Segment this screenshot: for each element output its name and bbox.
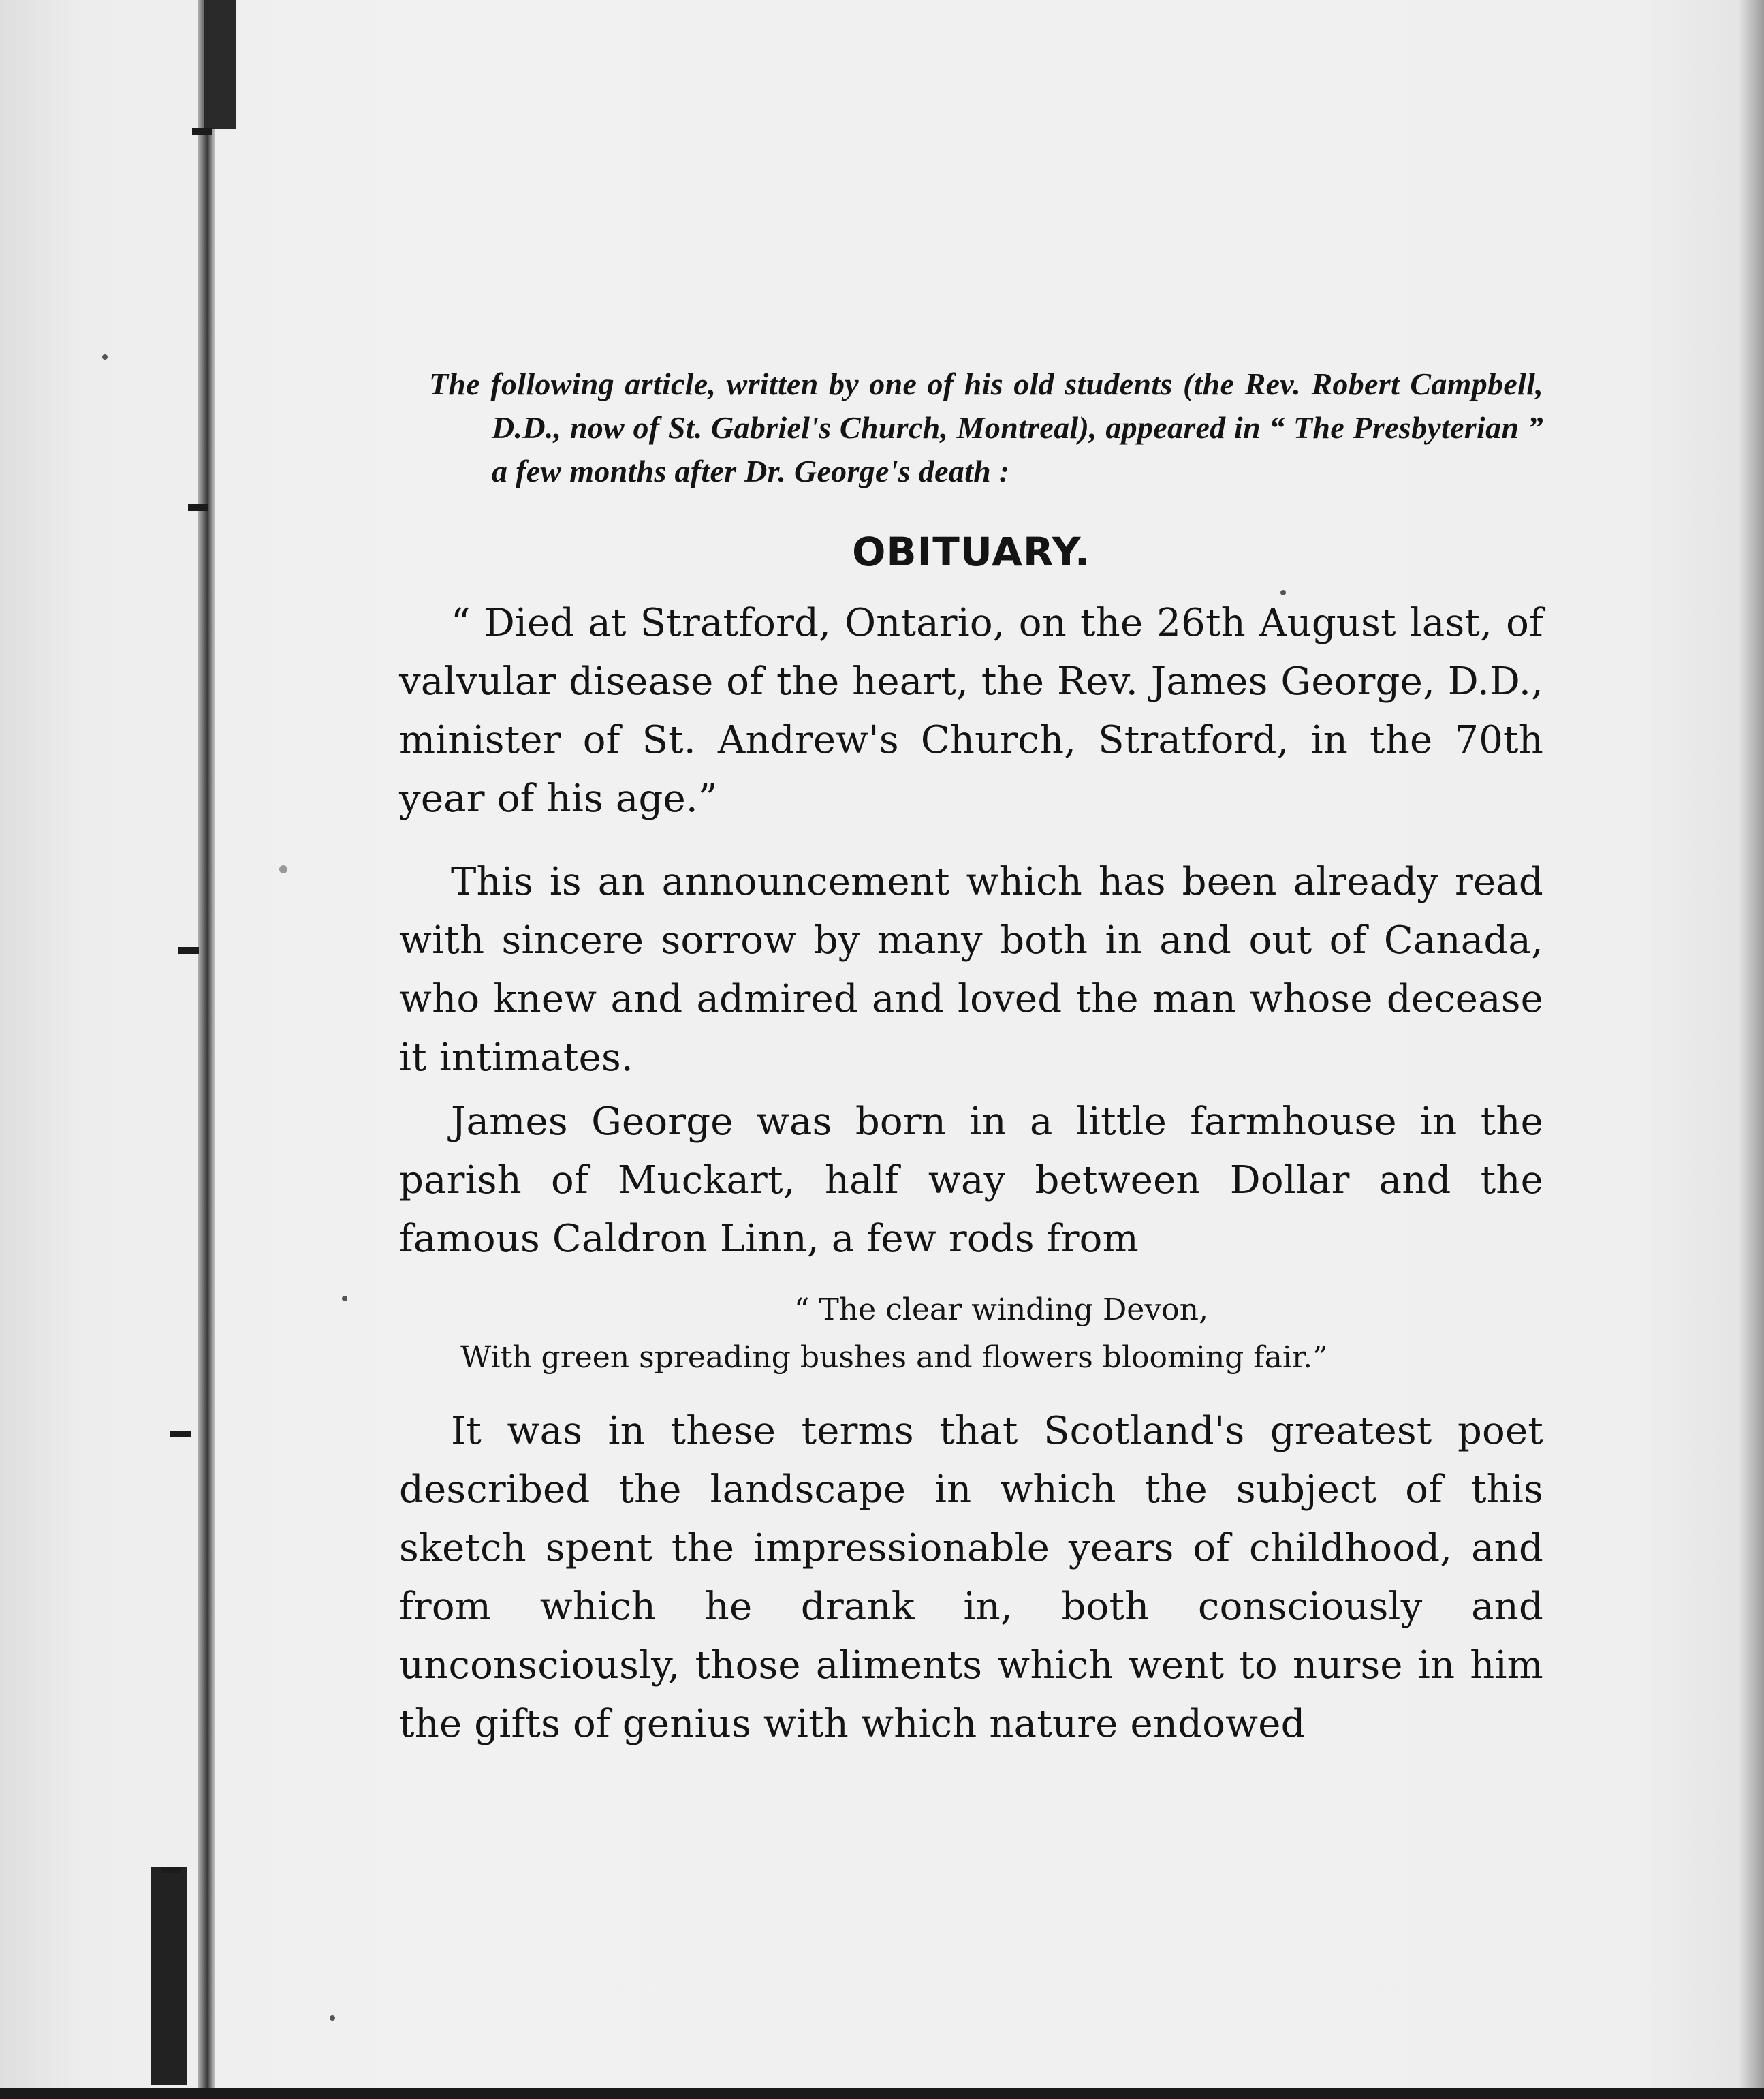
article-body <box>399 362 1543 1754</box>
obituary-title: OBITUARY. <box>852 529 1090 575</box>
page-right-edge <box>1738 0 1764 2099</box>
poem-quote-line-1: “ The clear winding Devon, <box>794 1292 1208 1327</box>
paper-speck <box>102 354 108 360</box>
binding-shadow-top <box>204 0 236 129</box>
paper-speck <box>330 2015 335 2021</box>
binding-stitch <box>170 1431 191 1437</box>
paragraph-birthplace: James George was born in a little farmhouse in the parish of Muckart, half way between Dollar and the famous Caldron Linn, a few rods from <box>399 1100 1543 1261</box>
book-binding <box>198 0 215 2099</box>
poem-quote <box>399 1286 1543 1382</box>
paper-speck <box>342 1296 347 1301</box>
paragraph-announcement: This is an announcement which has been already read with sincere sorrow by many both in and out of Canada, who knew and admired and loved the man whose decease it intimates. <box>399 860 1543 1080</box>
binding-stitch <box>161 1867 181 1873</box>
paper-speck <box>279 865 287 873</box>
binding-stitch <box>178 947 199 954</box>
binding-stitch <box>188 504 208 511</box>
paragraph-death-notice: “ Died at Stratford, Ontario, on the 26th August last, of valvular disease of the heart, the Rev. James George, D.D., minister of St. Andrew's Church, Stratford, in the 70th year of his age.” <box>399 601 1543 821</box>
page-bottom-edge <box>0 2088 1764 2099</box>
paragraph-landscape: It was in these terms that Scotland's greatest poet described the landscape in which the subject of this sketch spent the impressionable years of childhood, and from which he drank in, both consciously and unconsciously, those aliments which went to nurse in him the gifts of genius with which nature endowed <box>399 1409 1543 1746</box>
binding-shadow-bottom <box>151 1867 187 2085</box>
poem-quote-line-2: With green spreading bushes and flowers blooming fair.” <box>460 1340 1328 1375</box>
intro-note: The following article, written by one of his old students (the Rev. Robert Campbell, D.D., now of St. Gabriel's Church, Montreal), appeared in “ The Presbyterian ” a few months after Dr. George's death : <box>429 367 1543 488</box>
binding-stitch <box>192 128 212 135</box>
